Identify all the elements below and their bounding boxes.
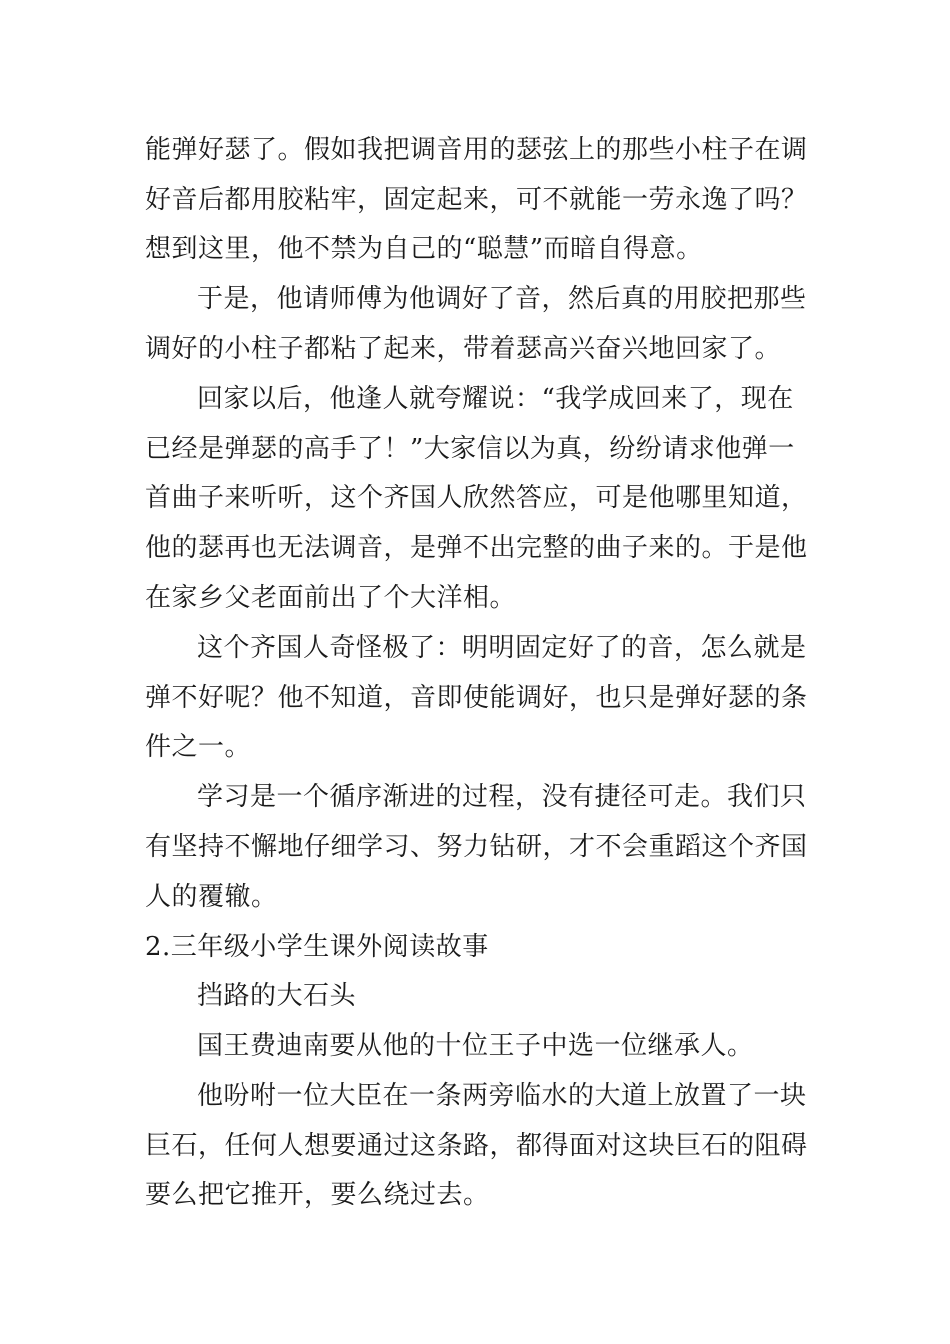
- body-text-line: 件之一。: [145, 732, 252, 762]
- section-heading: 2.三年级小学生课外阅读故事: [145, 932, 489, 962]
- body-text-line: 这个齐国人奇怪极了：明明固定好了的音，怎么就是: [197, 633, 807, 663]
- body-text-line: 他吩咐一位大臣在一条两旁临水的大道上放置了一块: [197, 1081, 807, 1111]
- body-text-line: 学习是一个循序渐进的过程，没有捷径可走。我们只: [197, 782, 807, 812]
- body-text-line: 国王费迪南要从他的十位王子中选一位继承人。: [197, 1031, 754, 1061]
- body-text-line: 人的覆辙。: [145, 882, 278, 912]
- body-text-line: 好音后都用胶粘牢，固定起来，可不就能一劳永逸了吗？: [145, 185, 808, 215]
- body-text-line: 回家以后，他逢人就夸耀说：“我学成回来了，现在: [197, 384, 794, 414]
- body-text-line: 要么把它推开，要么绕过去。: [145, 1180, 490, 1210]
- body-text-line: 已经是弹瑟的高手了！”大家信以为真，纷纷请求他弹一: [145, 434, 795, 464]
- body-text-line: 在家乡父老面前出了个大洋相。: [145, 583, 517, 613]
- body-text-line: 弹不好呢？他不知道，音即使能调好，也只是弹好瑟的条: [145, 683, 808, 713]
- body-text-line: 有坚持不懈地仔细学习、努力钻研，才不会重蹈这个齐国: [145, 832, 808, 862]
- body-text-line: 能弹好瑟了。假如我把调音用的瑟弦上的那些小柱子在调: [145, 135, 808, 165]
- body-text-line: 于是，他请师傅为他调好了音，然后真的用胶把那些: [197, 284, 807, 314]
- body-text-line: 首曲子来听听，这个齐国人欣然答应，可是他哪里知道，: [145, 483, 808, 513]
- story-title: 挡路的大石头: [197, 981, 357, 1011]
- body-text-line: 调好的小柱子都粘了起来，带着瑟高兴奋兴地回家了。: [145, 334, 782, 364]
- body-text-line: 巨石，任何人想要通过这条路，都得面对这块巨石的阻碍: [145, 1131, 808, 1161]
- body-text-line: 他的瑟再也无法调音，是弹不出完整的曲子来的。于是他: [145, 533, 808, 563]
- body-text-line: 想到这里，他不禁为自己的“聪慧”而暗自得意。: [145, 234, 703, 264]
